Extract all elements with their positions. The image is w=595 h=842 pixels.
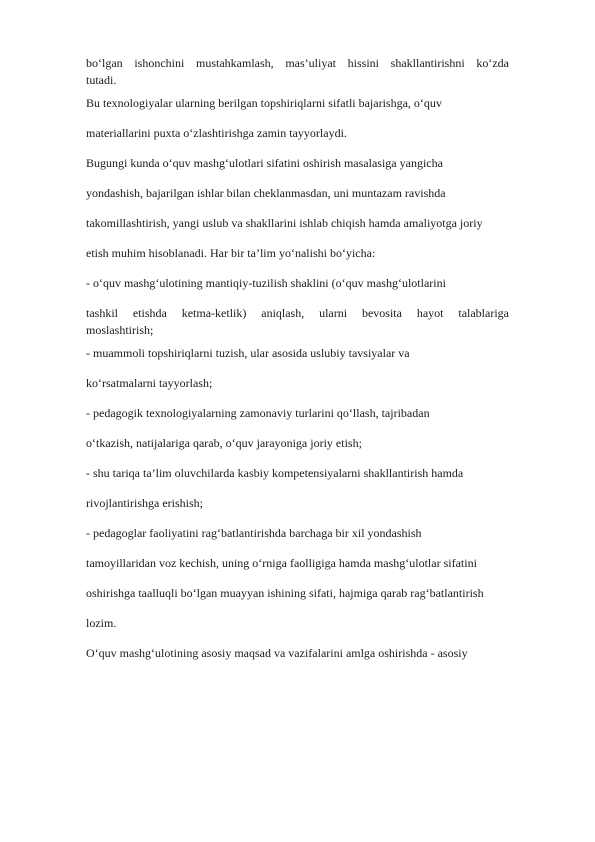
text-line: tutadi. xyxy=(86,73,117,87)
text-line: yondashish, bajarilgan ishlar bilan cheklanmasdan, uni muntazam ravishda xyxy=(86,186,446,200)
text-line: O‘quv mashg‘ulotining asosiy maqsad va vazifalarini amlga oshirishda - asosiy xyxy=(86,646,468,660)
text-line: - pedagogik texnologiyalarning zamonaviy turlarini qo‘llash, tajribadan xyxy=(86,406,430,420)
text-line: Bugungi kunda o‘quv mashg‘ulotlari sifatini oshirish masalasiga yangicha xyxy=(86,156,443,170)
text-line: rivojlantirishga erishish; xyxy=(86,496,203,510)
text-line: takomillashtirish, yangi uslub va shakllarini ishlab chiqish hamda amaliyotga joriy xyxy=(86,216,483,230)
text-line: - pedagoglar faoliyatini rag‘batlantirishda barchaga bir xil yondashish xyxy=(86,526,422,540)
text-line: - muammoli topshiriqlarni tuzish, ular asosida uslubiy tavsiyalar va xyxy=(86,346,410,360)
text-line: o‘tkazish, natijalariga qarab, o‘quv jarayoniga joriy etish; xyxy=(86,436,362,450)
text-line: Bu texnologiyalar ularning berilgan topshiriqlarni sifatli bajarishga, o‘quv xyxy=(86,96,442,110)
text-line: tamoyillaridan voz kechish, uning o‘rniga faolligiga hamda mashg‘ulotlar sifatini xyxy=(86,556,477,570)
text-line: bo‘lgan ishonchini mustahkamlash, mas’uliyat hissini shakllantirishni ko‘zda xyxy=(86,56,509,70)
text-line: etish muhim hisoblanadi. Har bir ta’lim yo‘nalishi bo‘yicha: xyxy=(86,246,376,260)
text-line: - shu tariqa ta’lim oluvchilarda kasbiy kompetensiyalarni shakllantirish hamda xyxy=(86,466,464,480)
text-line: moslashtirish; xyxy=(86,323,154,337)
text-line: lozim. xyxy=(86,616,117,630)
text-line: - o‘quv mashg‘ulotining mantiqiy-tuzilish shaklini (o‘quv mashg‘ulotlarini xyxy=(86,276,446,290)
document-body xyxy=(86,55,509,662)
text-line: oshirishga taalluqli bo‘lgan muayyan ishining sifati, hajmiga qarab rag‘batlantirish xyxy=(86,586,484,600)
text-line: tashkil etishda ketma-ketlik) aniqlash, ularni bevosita hayot talablariga xyxy=(86,306,509,320)
text-line: materiallarini puxta o‘zlashtirishga zamin tayyorlaydi. xyxy=(86,126,347,140)
text-line: ko‘rsatmalarni tayyorlash; xyxy=(86,376,213,390)
